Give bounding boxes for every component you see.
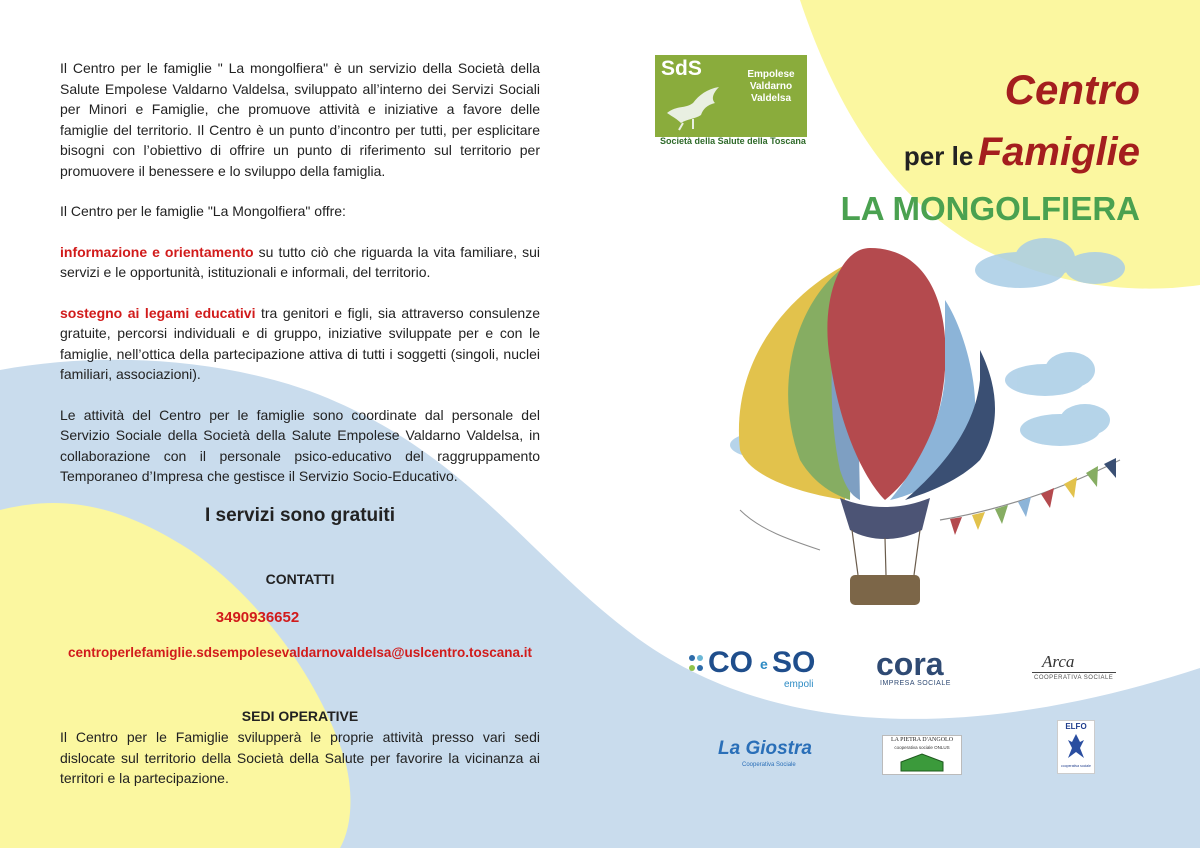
support-paragraph — [60, 303, 540, 385]
email-link[interactable]: centroperlefamiglie.sdsempolesevaldarnovaldelsa@uslcentro.toscana.it — [67, 645, 533, 660]
offers-intro: Il Centro per le famiglie "La Mongolfiera" offre: — [60, 203, 346, 219]
arca-main: Arca — [1042, 652, 1075, 671]
pietra-d-angolo-logo — [882, 735, 962, 775]
left-column — [60, 58, 540, 507]
cloud-icon — [1020, 404, 1110, 446]
cloud-icon — [1005, 352, 1095, 396]
info-paragraph — [60, 242, 540, 283]
cloud-icon — [975, 238, 1125, 288]
cora-logo — [876, 646, 971, 692]
pietra-main: LA PIETRA D'ANGOLO — [890, 737, 954, 743]
coeso-sub: empoli — [784, 679, 814, 690]
sedi-heading: SEDI OPERATIVE — [241, 708, 359, 724]
coeso-so: SO — [772, 646, 816, 679]
title-per-le: per le — [903, 141, 974, 171]
info-text: su tutto ciò che riguarda la vita familiare, sui servizi e le opportunità, istituzionali e informali, del territorio. — [60, 243, 541, 280]
pietra-sub: cooperativa sociale ONLUS — [894, 745, 950, 750]
house-icon — [899, 752, 945, 772]
title-famiglie: Famiglie — [977, 130, 1140, 174]
elfo-logo — [1057, 720, 1095, 774]
bird-icon — [663, 83, 729, 131]
contacts-heading: CONTATTI — [265, 571, 335, 587]
giostra-sub: Cooperativa Sociale — [742, 762, 796, 768]
sedi-paragraph: Il Centro per le Famiglie svilupperà le proprie attività presso vari sedi dislocate sul territorio della Società della Salute per favorire la vicinanza ai territori e la partecipazione. — [60, 729, 540, 786]
hot-air-balloon-illustration — [700, 230, 1130, 620]
title-row-2 — [760, 130, 1140, 175]
intro-paragraph: Il Centro per le famiglie " La mongolfiera" è un servizio della Società della Salute Empolese Valdarno Valdelsa, sviluppato all’interno dei Servizi Sociali per Minori e Famiglie, che promuove attività e iniziative a favore delle famiglie del territorio. Il Centro è un punto d’incontro per tutti, per esplicitare bisogni con l’obiettivo di offrire un punto di riferimento sul territorio per promuovere il benessere e lo sviluppo della famiglia. — [60, 60, 540, 179]
arca-sub: COOPERATIVA SOCIALE — [1034, 675, 1114, 681]
sds-lines — [735, 69, 807, 105]
sds-line-1: Empolese — [747, 69, 795, 80]
giostra-main: La Giostra — [718, 738, 812, 759]
free-services-title: I servizi sono gratuiti — [204, 505, 396, 526]
coeso-co: CO — [708, 646, 753, 679]
info-label: informazione e orientamento — [60, 243, 254, 260]
sds-letters: SdS — [661, 57, 702, 80]
elf-figure-icon — [1064, 732, 1088, 762]
sds-line-3: Valdelsa — [750, 93, 792, 104]
arca-logo — [1030, 650, 1120, 688]
la-giostra-logo — [718, 736, 818, 776]
support-text: tra genitori e figli, sia attraverso consulenze gratuite, percorsi individuali e di gruppo, iniziative sviluppate per e con le famiglie, nell’ottica della partecipazione attiva di tutti i soggetti (singoli, nuclei familiari, associazioni). — [60, 304, 540, 382]
cora-main: cora — [876, 646, 944, 682]
elfo-main: ELFO — [1065, 722, 1087, 731]
sds-logo — [655, 55, 807, 137]
coeso-dots-icon — [684, 652, 708, 676]
coordination-paragraph: Le attività del Centro per le famiglie sono coordinate dal personale del Servizio Sociale della Società della Salute Empolese Valdarno Valdelsa, in collaborazione con il personale psico-educativo del raggruppamento Temporaneo d’Impresa che gestisce il Servizio Socio-Educativo. — [60, 406, 540, 484]
cora-sub: IMPRESA SOCIALE — [880, 680, 951, 687]
title-mongolfiera: LA MONGOLFIERA — [840, 190, 1140, 227]
sds-caption: Società della Salute della Toscana — [660, 136, 806, 146]
elfo-sub: cooperativa sociale — [1061, 764, 1091, 768]
arca-divider — [1032, 672, 1116, 673]
title-centro: Centro — [1004, 66, 1140, 113]
sds-line-2: Valdarno — [749, 81, 793, 92]
support-label: sostegno ai legami educativi — [60, 304, 256, 321]
coeso-e: e — [760, 656, 768, 672]
phone-number[interactable]: 3490936652 — [215, 609, 300, 626]
coeso-logo — [684, 646, 824, 691]
